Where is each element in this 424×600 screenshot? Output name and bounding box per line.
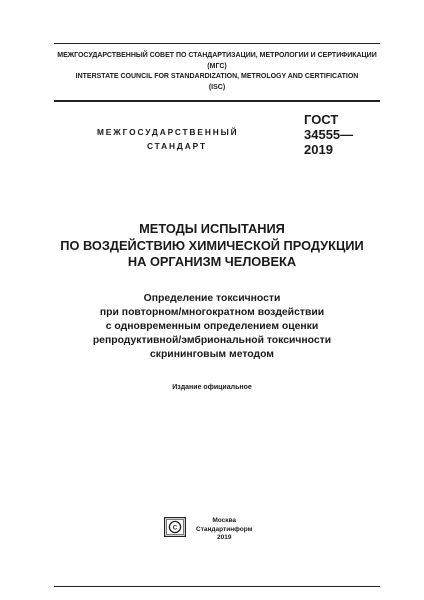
council-en-line2: (ISC) [208,84,226,91]
publisher-year: 2019 [216,534,232,541]
standard-type-line2: СТАНДАРТ [147,141,207,151]
svg-text:C: C [172,524,178,532]
title-line1: МЕТОДЫ ИСПЫТАНИЯ [139,221,285,236]
subtitle-line4: репродуктивной/эмбриональной токсичности [92,335,332,346]
publisher-city: Москва [212,517,237,524]
header-rule [54,100,380,102]
subtitle-line2: при повторном/многократном воздействии [99,307,325,318]
council-en-line1: INTERSTATE COUNCIL FOR STANDARDIZATION, METROLOGY AND CERTIFICATION [75,73,359,80]
council-name-en [54,71,380,93]
document-title [40,221,384,271]
document-subtitle [40,292,384,362]
council-ru-line2: (МГС) [207,63,227,70]
publisher-name: Стандартинформ [196,525,253,533]
council-ru-line1: МЕЖГОСУДАРСТВЕННЫЙ СОВЕТ ПО СТАНДАРТИЗАЦИИ, МЕТРОЛОГИИ И СЕРТИФИКАЦИИ [57,52,377,59]
title-line2: ПО ВОЗДЕЙСТВИЮ ХИМИЧЕСКОЙ ПРОДУКЦИИ [60,237,364,253]
subtitle-line5: скрининговым методом [149,349,274,360]
council-name-ru [54,50,380,72]
publisher-block [196,517,252,543]
subtitle-line3: с одновременным определением оценки [105,321,319,332]
bottom-rule [54,586,380,587]
standartinform-logo-icon [164,517,186,537]
designation-line3: 2019 [304,142,333,157]
designation-line2: 34555— [304,127,354,142]
subtitle-line1: Определение токсичности [143,293,281,304]
edition-label: Издание официальное [172,384,252,391]
designation-line1: ГОСТ [304,112,339,127]
title-line3: НА ОРГАНИЗМ ЧЕЛОВЕКА [127,254,297,269]
top-rule [54,43,380,44]
standard-type-line1: МЕЖГОСУДАРСТВЕННЫЙ [97,127,239,137]
standard-designation [304,112,353,157]
